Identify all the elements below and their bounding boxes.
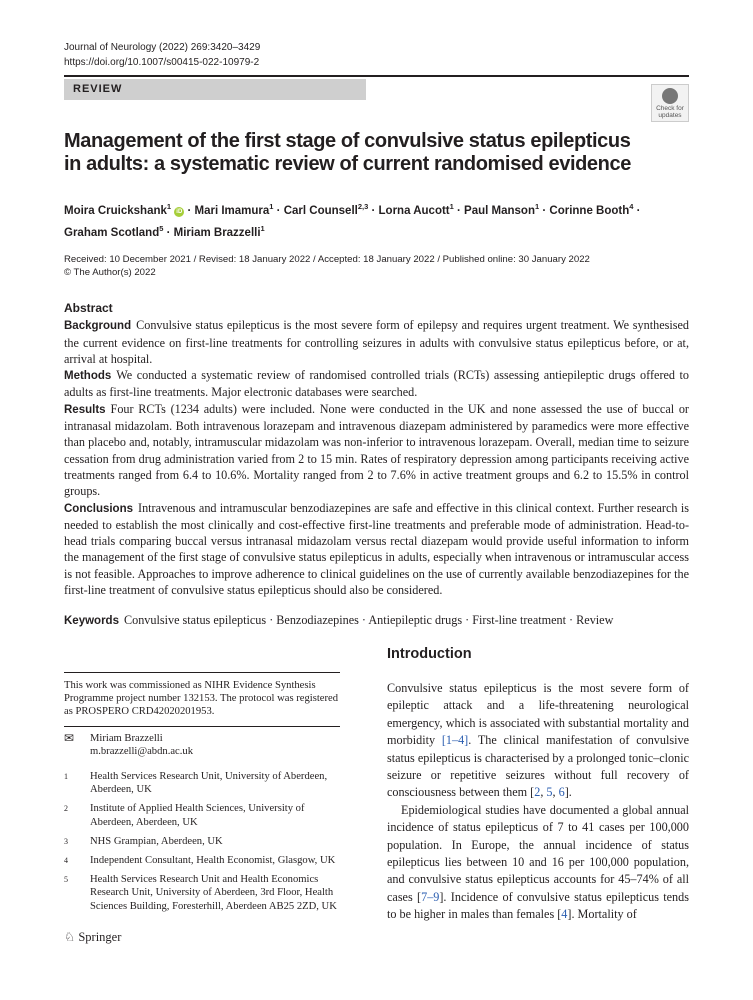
check-updates-label: Check for <box>656 105 684 112</box>
envelope-icon: ✉ <box>64 730 75 745</box>
doi-link[interactable]: https://doi.org/10.1007/s00415-022-10979-2 <box>64 57 260 68</box>
funding-note: This work was commissioned as NIHR Evidence Synthesis Programme project number 132153. The protocol was registered as PROSPERO CRD42020201953. <box>64 680 338 718</box>
keywords <box>64 612 689 629</box>
keywords-label: Keywords <box>64 615 119 628</box>
citation-link[interactable]: [1–4] <box>441 733 469 748</box>
introduction-body <box>387 680 689 924</box>
title-line: in adults: a systematic review of current randomised evidence <box>64 153 631 175</box>
affiliation: 2 Institute of Applied Health Sciences, University of Aberdeen, Aberdeen, UK <box>64 803 305 828</box>
abstract-conclusions: Conclusions Intravenous and intramuscular benzodiazepines are safe and effective in this clinical context. Further research is needed to establish the most clinically and cost-effective first-line treatments and preferable mode of administration. Head-to-head trials comparing buccal versus intranasal midazolam versus rectal diazepam would provide useful information to inform the management of the first stage of convulsive status epilepticus in adults, especially when intravenous or intramuscular access is not feasible. Approaches to improve adherence to clinical guidelines on the use of currently available benzodiazepines for the first-line treatment of convulsive status epilepticus should also be considered. <box>64 500 689 598</box>
affiliation: 3 NHS Grampian, Aberdeen, UK <box>64 835 223 847</box>
journal-name: Journal of Neurology (2022) 269:3420–3429 <box>64 42 261 53</box>
citation-link[interactable]: 7–9 <box>421 889 440 904</box>
keywords-text: Convulsive status epilepticus · Benzodiazepines · Antiepileptic drugs · First-line treatment · Review <box>123 613 614 628</box>
publication-dates <box>64 254 689 279</box>
abstract-background: Background Convulsive status epilepticus is the most severe form of epilepsy and requires urgent treatment. We synthesised the current evidence on first-line treatments for controlling seizures in adults with convulsive status epilepticus before, or at, arrival at hospital. <box>64 318 689 366</box>
check-updates-label: updates <box>658 112 682 119</box>
author[interactable]: Lorna Aucott$^1$ <box>378 202 454 217</box>
paragraph: Epidemiological studies have documented a global annual incidence of status epilepticus of 7 to 41 cases per 100,000 population. In Europe, the annual incidence of status epilepticus lies between 10 and 16 per 100,000 population, and convulsive status epilepticus accounts for 45–74% of all cases [7–9]. Incidence of convulsive status epilepticus tends to be higher in males than females [4]. Mortality of <box>387 802 689 922</box>
article-type-banner: REVIEW <box>64 79 366 100</box>
author[interactable]: Mari Imamura$^1$ <box>194 202 274 217</box>
dates-line: Received: 10 December 2021 / Revised: 18 January 2022 / Accepted: 18 January 2022 / Published online: 30 January 2022 <box>64 254 590 265</box>
title-line: Management of the first stage of convulsive status epilepticus <box>64 130 631 152</box>
affiliation: 5 Health Services Research Unit and Health Economics Research Unit, University of Aberdeen, 3rd Floor, Health Sciences Building, Foresterhill, Aberdeen AB25 2ZD, UK <box>64 874 337 912</box>
publisher-logo <box>64 929 340 945</box>
section-heading-introduction: Introduction <box>387 646 472 662</box>
abstract-heading: Abstract <box>64 301 113 315</box>
abstract <box>64 300 689 630</box>
paragraph: Convulsive status epilepticus is the most severe form of epileptic attack and a life-threatening neurological emergency, which is associated with substantial mortality and morbidity [1–4]. The clinical manifestation of convulsive status epilepticus is characterised by a prolonged tonic–clonic seizure or repetitive seizures without full recovery of consciousness between them [2, 5, 6]. <box>387 681 689 800</box>
affiliation: 4 Independent Consultant, Health Economist, Glasgow, UK <box>64 855 336 867</box>
check-updates-icon <box>662 88 678 104</box>
corresponding-author <box>64 732 340 758</box>
publisher-name: Springer <box>78 929 122 944</box>
contact-name: Miriam Brazzelli <box>90 732 163 744</box>
journal-citation <box>64 40 260 70</box>
copyright: © The Author(s) 2022 <box>64 266 156 278</box>
paper-title <box>64 130 644 176</box>
abstract-methods: Methods We conducted a systematic review of randomised controlled trials (RCTs) assessing antiepileptic drugs offered to adults as first-line treatments. Major electronic databases were searched. <box>64 368 689 400</box>
citation-link[interactable]: 5 <box>546 785 553 800</box>
header-rule <box>64 75 689 77</box>
check-for-updates-badge[interactable] <box>651 84 689 122</box>
citation-link[interactable]: 4 <box>561 907 568 922</box>
citation-link[interactable]: 2 <box>534 785 541 800</box>
author[interactable]: Corinne Booth$^4$ <box>549 202 634 217</box>
abstract-results: Results Four RCTs (1234 adults) were included. None were conducted in the UK and none assessed the use of buccal or intranasal midazolam. Both intravenous lorazepam and intravenous diazepam administered by paramedics were more effective than placebo and, notably, intramuscular midazolam was non-inferior to intravenous lorazepam. Overall, median time to seizure cessation from drug administration varied from 2 to 15 min. Rates of respiratory depression among participants receiving active treatments ranged from 6.4 to 10.6%. Mortality ranged from 2 to 7.6% in active treatment groups and 6.2 to 15.5% in control groups. <box>64 401 689 499</box>
contact-email[interactable]: m.brazzelli@abdn.ac.uk <box>90 745 193 757</box>
springer-horse-icon: ♘ <box>64 929 76 944</box>
author[interactable]: Moira Cruickshank$^1$ <box>64 202 172 217</box>
divider <box>64 726 340 727</box>
affiliation: 1 Health Services Research Unit, University of Aberdeen, Aberdeen, UK <box>64 771 328 796</box>
citation-link[interactable]: 6 <box>558 785 565 800</box>
orcid-icon[interactable]: iD <box>176 208 183 215</box>
footnotes <box>64 672 340 945</box>
author[interactable]: Carl Counsell$^{2,3}$ <box>283 202 369 217</box>
author[interactable]: Graham Scotland$^5$ <box>64 223 164 239</box>
author[interactable]: Paul Manson$^1$ <box>464 202 540 217</box>
author-list: Moira Cruickshank$^1$ iD · Mari Imamura$^1$ · Carl Counsell$^{2,3}$ · Lorna Aucott$^1$ · Paul Manson$^1$ · Corinne Booth$^4$ · Graham Scotland$^5$ · Miriam Brazzelli$^1$ <box>64 202 641 239</box>
author[interactable]: Miriam Brazzelli$^1$ <box>173 223 265 239</box>
